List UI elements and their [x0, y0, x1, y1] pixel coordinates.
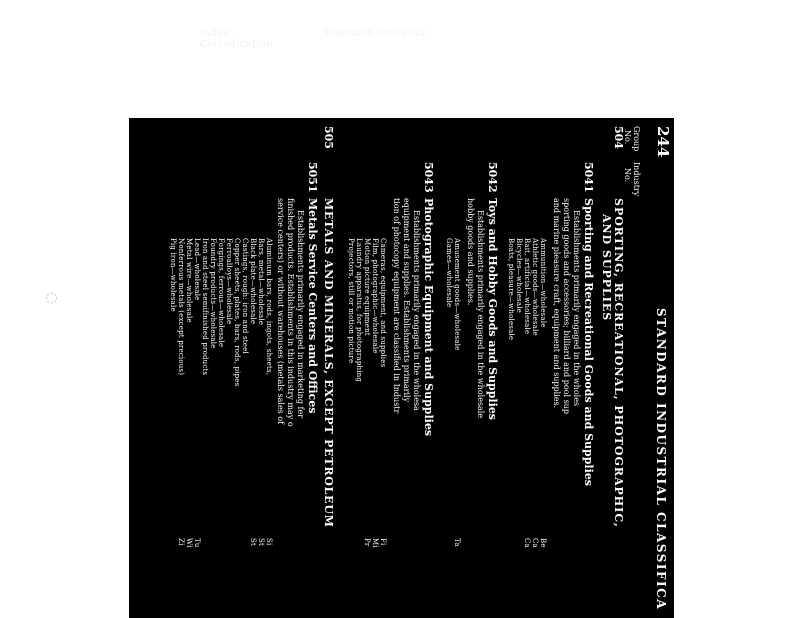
- item-5043-4: Projectors, still or motion picture: [347, 238, 355, 364]
- desc-5042a: Establishments primarily engaged in the wholesale: [476, 210, 485, 419]
- col-industry: Industry: [632, 162, 641, 197]
- code-5051: 5051: [306, 162, 319, 193]
- item-5051-1: Bars, metal—wholesale: [257, 238, 265, 326]
- item-5041-1: Athletic goods—wholesale: [531, 238, 539, 336]
- item-5043-2: Motion picture equipment: [363, 238, 371, 336]
- desc-5051b: finished products. Establishments in this industry may o: [286, 198, 295, 427]
- rotated-page-content: [129, 118, 674, 618]
- group-505: 505: [322, 126, 335, 149]
- item-5051-5: Ferroalloys—wholesale: [225, 238, 233, 325]
- item-5043-1: Film, photographic—wholesale: [371, 238, 379, 354]
- col-industry-no: No.: [623, 168, 632, 183]
- desc-5043a: Establishments primarily engaged in the wholesa: [412, 210, 421, 411]
- item-5051-11: Nonferrous metals (except precious): [177, 238, 185, 376]
- desc-5043c: tion of photocopy equipment are classified in Industr: [392, 198, 401, 414]
- title-5042: Toys and Hobby Goods and Supplies: [486, 198, 499, 420]
- hole-punch-mark: ◌: [44, 292, 60, 305]
- item-5043-0: Cameras, equipment, and supplies: [379, 238, 387, 368]
- desc-5051a: Establishments primarily engaged in marketing fer: [296, 210, 305, 419]
- item-5041-0: Ammunition—wholesale: [539, 238, 547, 328]
- code-5041: 5041: [582, 162, 595, 193]
- item-5051-10: Metal wire—wholesale: [185, 238, 193, 323]
- heading-504: SPORTING, RECREATIONAL, PHOTOGRAPHIC,: [612, 198, 625, 528]
- desc-5043b: equipment and supplies. Establishments primarily: [402, 198, 411, 403]
- page-number: 244: [654, 126, 672, 158]
- item-5041-3: Bicycles—wholesale: [515, 238, 523, 313]
- heading-504b: AND SUPPLIES: [600, 214, 613, 322]
- right-col-fragment: Zi: [177, 538, 185, 546]
- desc-5041c: and marine pleasure craft, equipment and supplies.: [552, 198, 561, 409]
- right-col-fragment: St: [249, 538, 257, 547]
- right-col-fragment: Mi: [371, 538, 379, 548]
- running-title: STANDARD INDUSTRIAL CLASSIFICA: [654, 308, 668, 611]
- item-5051-12: Pig iron—wholesale: [169, 238, 177, 312]
- desc-5042b: hobby goods and supplies.: [466, 198, 475, 306]
- item-5042-0: Amusement goods—wholesale: [453, 238, 461, 351]
- desc-5041b: sporting goods and accessories; billiard and pool sup: [562, 198, 571, 414]
- code-5042: 5042: [486, 162, 499, 193]
- title-5051: Metals Service Centers and Offices: [306, 198, 319, 414]
- code-5043: 5043: [422, 162, 435, 193]
- item-5041-4: Boats, pleasure—wholesale: [507, 238, 515, 341]
- right-col-fragment: Be: [539, 538, 547, 548]
- item-5041-2: Bait, artificial—wholesale: [523, 238, 531, 335]
- right-col-fragment: St: [257, 538, 265, 547]
- title-5041: Sporting and Recreational Goods and Supplies: [582, 198, 595, 486]
- right-col-fragment: Wi: [185, 538, 193, 548]
- item-5051-7: Foundry products—wholesale: [209, 238, 217, 349]
- heading-505: METALS AND MINERALS, EXCEPT PETROLEUM: [322, 198, 335, 528]
- desc-5041a: Establishments primarily engaged in the wholes: [572, 210, 581, 407]
- item-5051-9: Lead—wholesale: [193, 238, 201, 301]
- group-504: 504: [612, 126, 625, 149]
- item-5051-3: Castings, rough: iron and steel: [241, 238, 249, 354]
- right-col-fragment: Si: [265, 538, 273, 546]
- item-5051-4: Copper sheets, plates, bars, rods, pipes: [233, 238, 241, 387]
- col-group-no: No.: [623, 130, 632, 145]
- desc-5051c: service centers) or without warehouses (metals sales of: [276, 198, 285, 425]
- right-col-fragment: Ca: [523, 538, 531, 548]
- right-col-fragment: Ta: [453, 538, 461, 547]
- right-col-fragment: Fi: [379, 538, 387, 546]
- item-5042-1: Games—wholesale: [445, 238, 453, 308]
- col-group: Group: [632, 126, 641, 152]
- scanned-page: [129, 118, 674, 618]
- item-5051-8: Iron and steel semifinished products: [201, 238, 209, 376]
- item-5051-2: Black plate—wholesale: [249, 238, 257, 325]
- item-5051-6: Forgings, ferrous—wholesale: [217, 238, 225, 348]
- item-5051-0: Aluminum bars, rods, ingots, sheets,: [265, 238, 273, 376]
- right-col-fragment: Pr: [363, 538, 371, 547]
- faint-header-right: Standard Industrial Classification: [200, 28, 429, 50]
- right-col-fragment: Ca: [531, 538, 539, 548]
- faint-page-header: [200, 28, 520, 48]
- title-5043: Photographic Equipment and Supplies: [422, 198, 435, 437]
- item-5043-3: Laundry apparatus, for photographing: [355, 238, 363, 383]
- right-col-fragment: Tu: [193, 538, 201, 548]
- faint-header-left: Index: [200, 28, 231, 39]
